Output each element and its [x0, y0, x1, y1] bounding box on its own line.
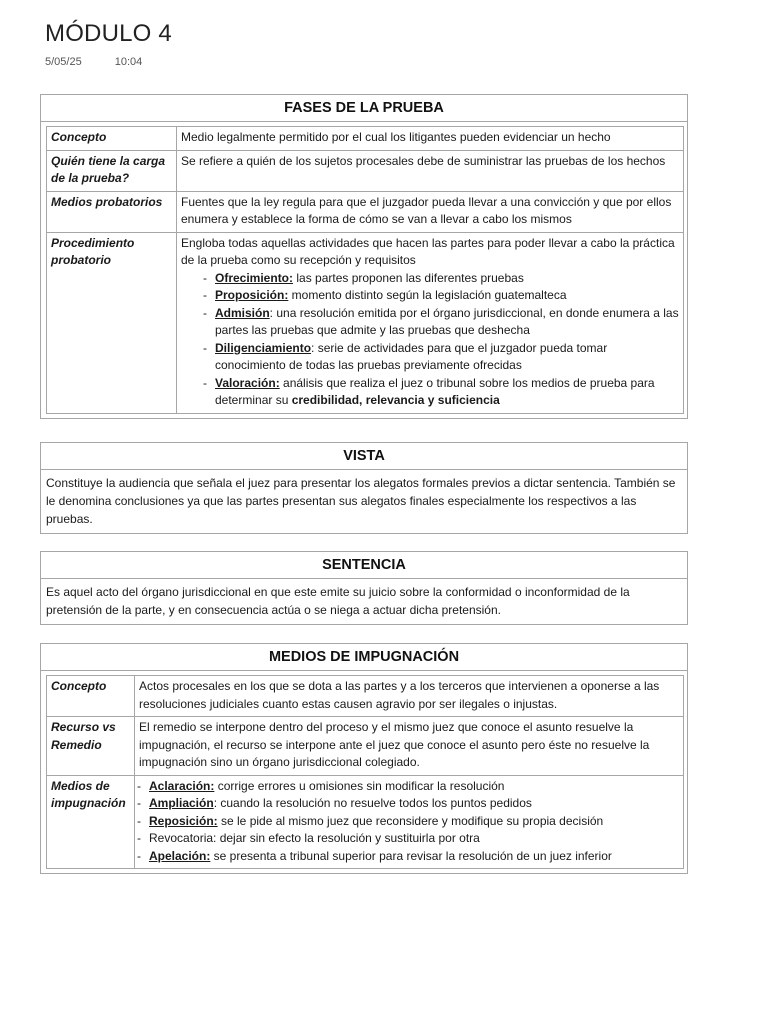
fases-table: [46, 126, 684, 414]
list-item: [149, 830, 679, 848]
table-row: [47, 717, 684, 776]
row-label: Concepto: [47, 676, 135, 717]
row-label: Medios de impugnación: [47, 775, 135, 869]
list-item: [149, 795, 679, 813]
list-item: [215, 375, 679, 410]
page-date: 5/05/25: [45, 56, 82, 68]
row-label: Medios probatorios: [47, 191, 177, 232]
item-term: Admisión: [215, 305, 270, 320]
item-term: Reposición:: [149, 813, 218, 828]
item-desc: se le pide al mismo juez que reconsidere y modifique su propia decisión: [217, 813, 604, 828]
section-vista: [40, 442, 688, 534]
vista-heading: VISTA: [343, 448, 385, 464]
row-text: Actos procesales en los que se dota a las partes y a los terceros que intervienen a oponerse a las resoluciones judiciales cuanto estas causen agravio por ser ilegales o injustas.: [135, 676, 684, 717]
item-desc: se presenta a tribunal superior para revisar la resolución de un juez inferior: [210, 848, 612, 863]
procedimiento-list: [215, 270, 679, 410]
row-text: [135, 775, 684, 869]
item-term: Diligenciamiento: [215, 340, 312, 355]
item-term: Proposición:: [215, 288, 289, 302]
procedimiento-intro: Engloba todas aquellas actividades que hacen las partes para poder llevar a cabo la práctica de la prueba como su recepción y requisitos: [181, 235, 675, 267]
impugnacion-heading: MEDIOS DE IMPUGNACIÓN: [268, 649, 460, 665]
item-desc: : serie de actividades para que el juzgador pueda tomar conocimiento de todas las pruebas previamente ofrecidas: [215, 340, 608, 372]
row-label: Quién tiene la carga de la prueba?: [47, 150, 177, 191]
section-fases-prueba: [40, 94, 688, 419]
item-desc: : una resolución emitida por el órgano jurisdiccional, en donde enumera a las partes las pruebas que admite y las pruebas que deshecha: [215, 305, 679, 337]
row-label: Recurso vs Remedio: [47, 717, 135, 776]
row-label: Concepto: [47, 127, 177, 151]
item-term: Ampliación: [149, 796, 214, 810]
list-item: [149, 848, 679, 866]
page-meta: [45, 56, 142, 68]
table-row: [47, 775, 684, 869]
table-row: [47, 191, 684, 232]
table-row: [47, 232, 684, 413]
item-term: Valoración:: [215, 375, 280, 390]
item-term: Aclaración:: [149, 778, 215, 793]
table-row: [47, 127, 684, 151]
item-bold-tail: credibilidad, relevancia y suficiencia: [291, 393, 500, 407]
section-impugnacion: [40, 643, 688, 874]
item-desc: análisis que realiza el juez o tribunal sobre los medios de prueba para determinar su: [215, 375, 655, 407]
item-desc: Revocatoria: dejar sin efecto la resolución y sustituirla por otra: [149, 831, 480, 845]
table-row: [47, 676, 684, 717]
item-desc: : cuando la resolución no resuelve todos los puntos pedidos: [213, 796, 532, 810]
section-sentencia: [40, 551, 688, 625]
row-text: [177, 232, 684, 413]
item-desc: momento distinto según la legislación guatemalteca: [288, 288, 567, 302]
sentencia-heading: SENTENCIA: [322, 557, 406, 573]
fases-heading: FASES DE LA PRUEBA: [284, 100, 444, 116]
list-item: [149, 813, 679, 831]
row-text: El remedio se interpone dentro del proceso y el mismo juez que conoce el asunto resuelve la impugnación, el recurso se interpone ante el juez que conoce el asunto pero éste no resuelve la impugnación sino un órgano jurisdiccional colegiado.: [135, 717, 684, 776]
row-text: Medio legalmente permitido por el cual los litigantes pueden evidenciar un hecho: [177, 127, 684, 151]
page-time: 10:04: [114, 56, 143, 68]
medios-list: [149, 778, 679, 866]
list-item: [215, 287, 679, 305]
list-item: [215, 340, 679, 375]
list-item: [149, 778, 679, 796]
sentencia-text: Es aquel acto del órgano jurisdiccional en que este emite su juicio sobre la conformidad o inconformidad de la pretensión de la parte, y en consecuencia actúa o se niega a actuar dicha pretensión.: [46, 585, 630, 617]
vista-text: Constituye la audiencia que señala el juez para presentar los alegatos formales previos a dictar sentencia. También se le denomina conclusiones ya que las partes presentan sus alegatos finales especialmente los respectivos a las pruebas.: [46, 476, 676, 526]
row-text: Se refiere a quién de los sujetos procesales debe de suministrar las pruebas de los hechos: [177, 150, 684, 191]
impugnacion-table: [46, 675, 684, 869]
list-item: [215, 270, 679, 288]
row-text: Fuentes que la ley regula para que el juzgador pueda llevar a una convicción y que por ellos enumera y establece la forma de cómo se van a llevar a cabo los mismos: [177, 191, 684, 232]
page-title: MÓDULO 4: [45, 20, 172, 47]
table-row: [47, 150, 684, 191]
row-label: Procedimiento probatorio: [47, 232, 177, 413]
item-desc: las partes proponen las diferentes pruebas: [293, 270, 524, 285]
item-term: Ofrecimiento:: [215, 270, 294, 285]
item-desc: corrige errores u omisiones sin modificar la resolución: [214, 778, 505, 793]
item-term: Apelación:: [149, 848, 211, 863]
list-item: [215, 305, 679, 340]
